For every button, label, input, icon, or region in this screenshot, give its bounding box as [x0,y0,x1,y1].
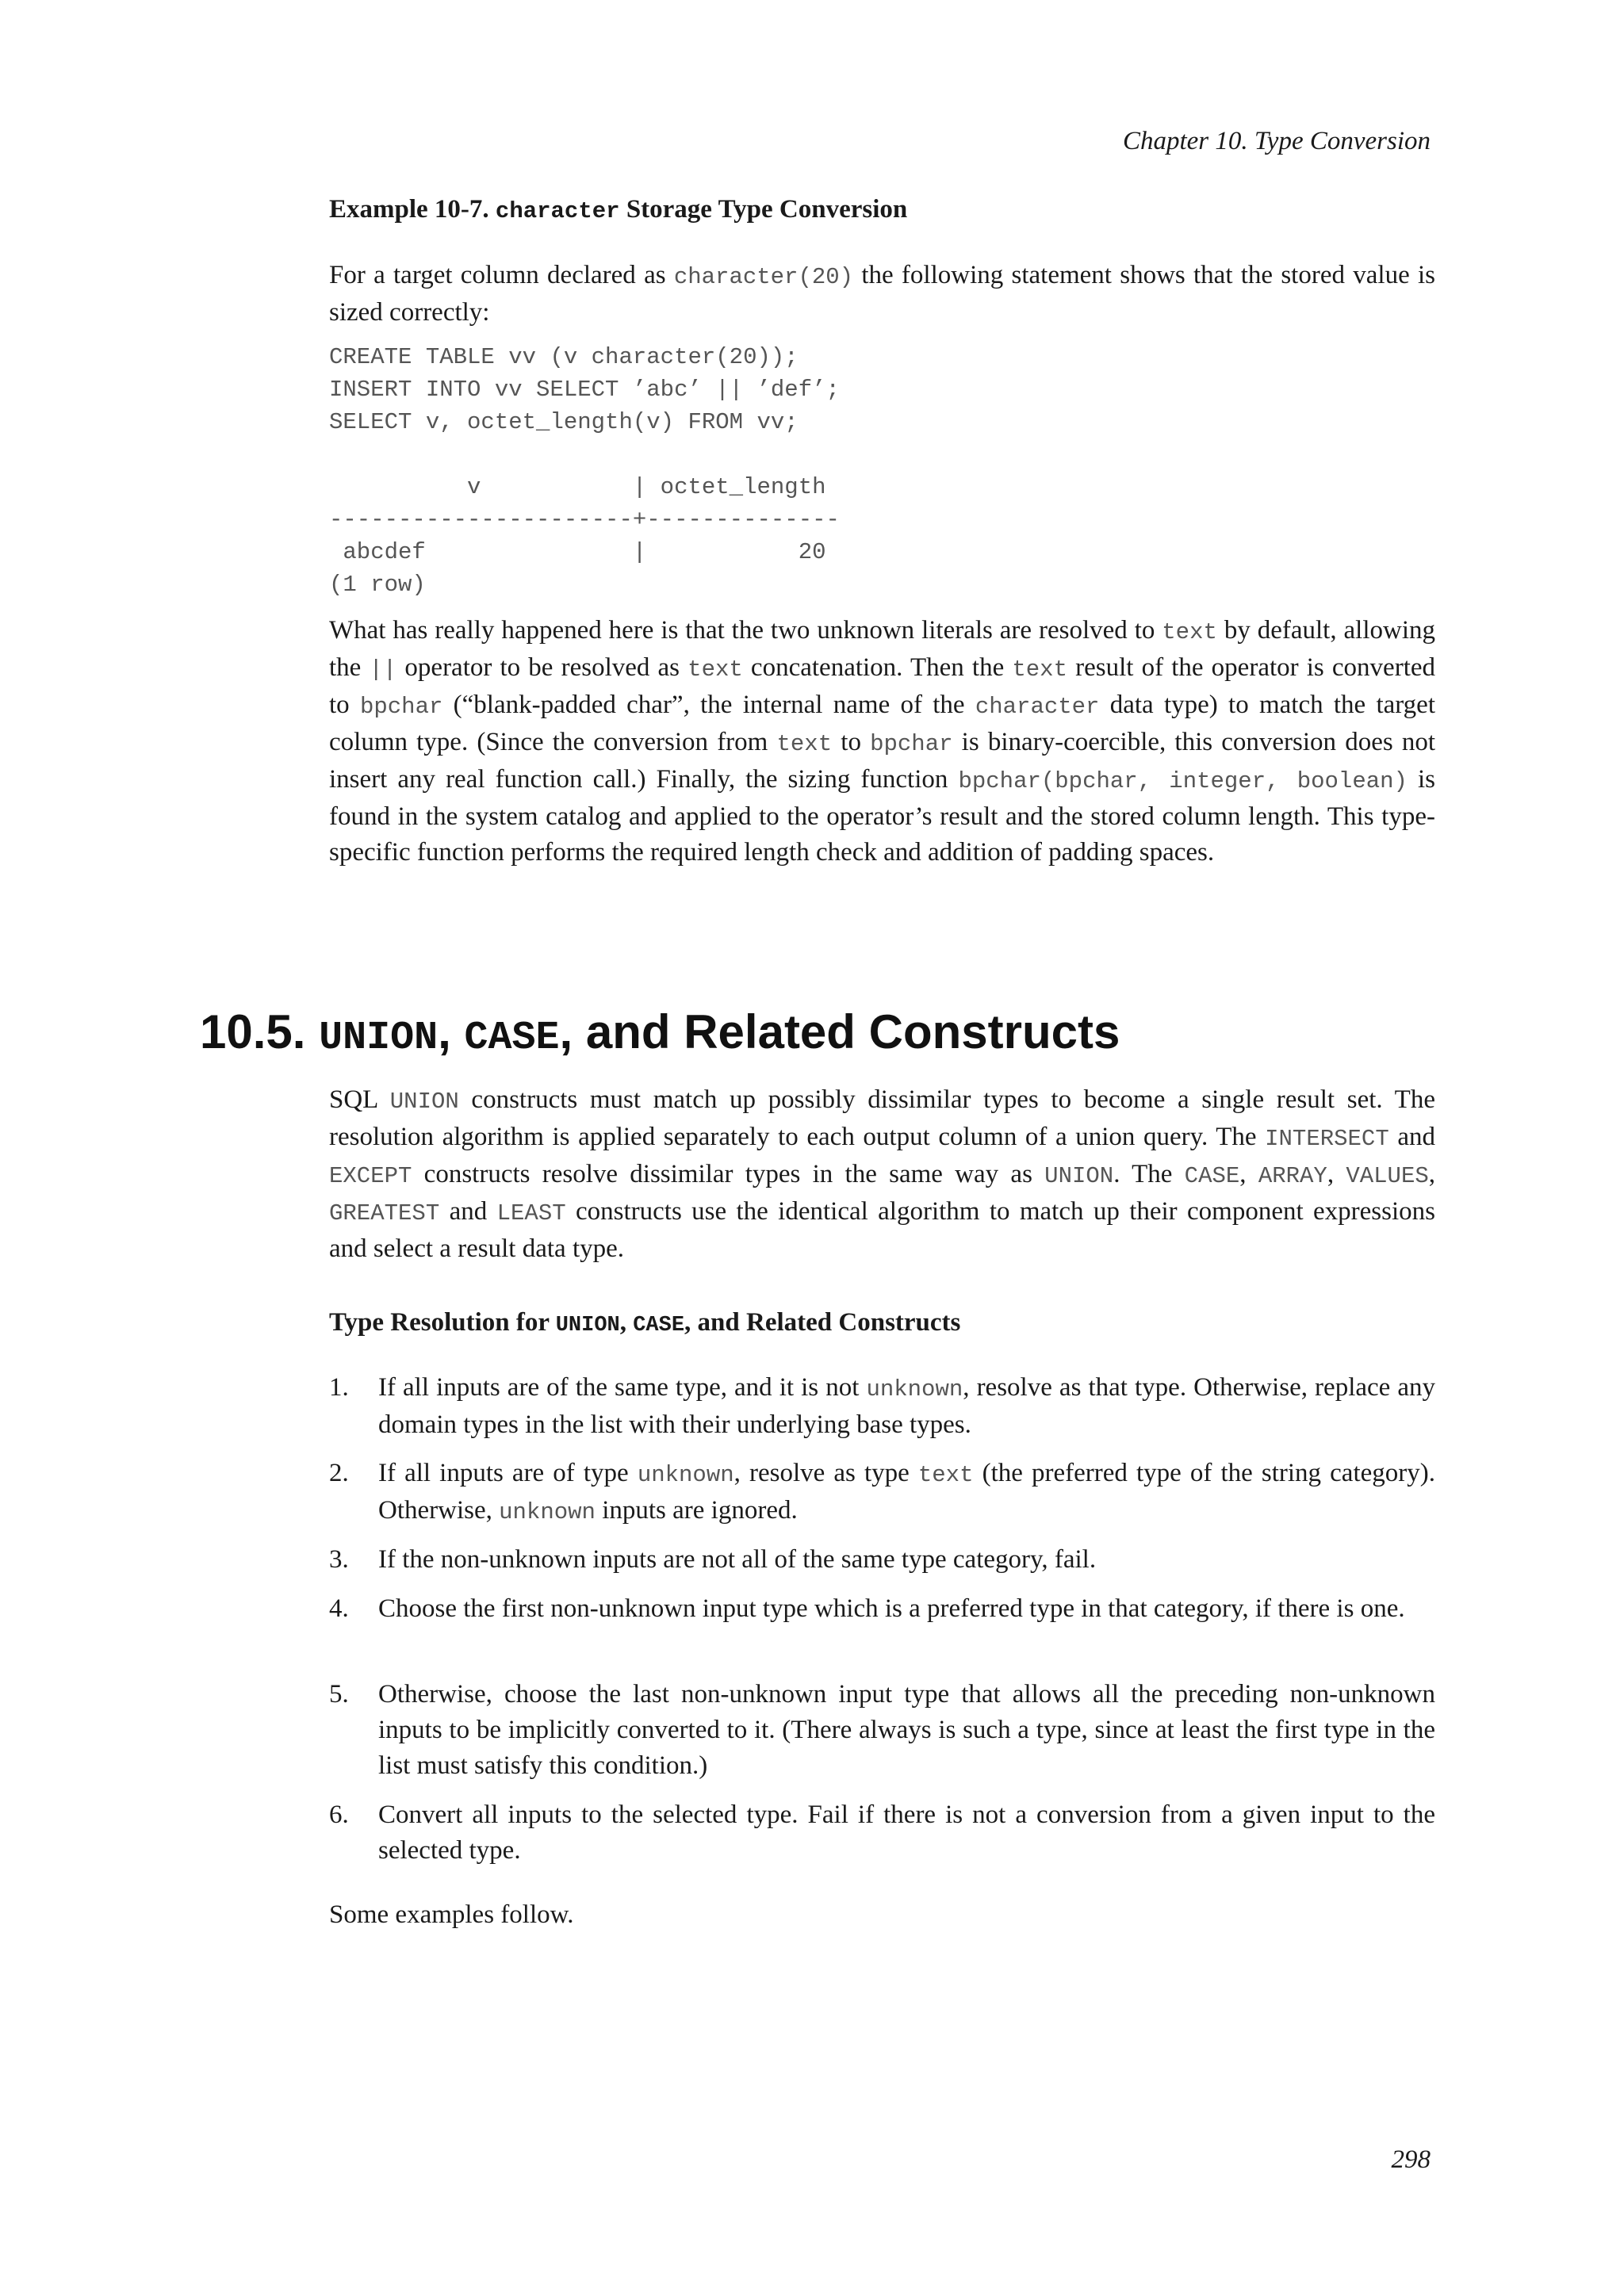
step-text [378,1456,1435,1530]
step-text: If the non-unknown inputs are not all of the same type category, fail. [378,1545,1097,1574]
step-item [329,1797,1435,1869]
inline-code: text [776,731,833,757]
step-text: Convert all inputs to the selected type. Fail if there is not a conversion from a given input to the selected type. [378,1800,1435,1865]
inline-code: UNION [1044,1163,1114,1189]
page-number: 298 [1391,2145,1431,2174]
text-run: constructs must match up possibly dissimilar types to become a single result set. The resolution algorithm is applied separately to each output column of a union query. The [329,1085,1435,1151]
closing-paragraph: Some examples follow. [329,1900,574,1929]
procedure-title [329,1308,960,1337]
step-number: 4. [329,1594,349,1623]
text-run: operator to be resolved as [396,653,688,682]
section-heading [200,1004,1120,1061]
heading-code: UNION [319,1016,439,1061]
text-run: If all inputs are of type [378,1459,638,1487]
text-run: What has really happened here is that the two unknown literals are resolved to [329,616,1162,645]
procedure-title-separator: , [619,1308,634,1337]
inline-code: character(20) [673,264,854,290]
text-run: result of the operator is converted to [329,653,1436,719]
text-run: and [1388,1123,1435,1151]
heading-separator: , [438,1005,465,1058]
step-number: 5. [329,1680,349,1709]
step-item [329,1456,1435,1530]
text-run: to [832,728,871,756]
inline-code: EXCEPT [329,1163,412,1189]
step-number: 1. [329,1373,349,1402]
inline-code: text [688,656,743,683]
step-item [329,1542,1435,1578]
text-run: inputs are ignored. [595,1496,798,1525]
text-run: constructs use the identical algorithm to match up their component expressions and select a result data type. [329,1197,1435,1263]
inline-code: bpchar [359,694,443,720]
step-item [329,1591,1435,1627]
section-intro-paragraph [329,1082,1435,1267]
text-run: by default, allowing the [329,616,1436,682]
step-text: Otherwise, choose the last non-unknown input type that allows all the preceding non-unknown inputs to be implicitly converted to it. (There always is such a type, since at least the first type in the list must satisfy this condition.) [378,1680,1435,1780]
step-item [329,1677,1435,1784]
step-text: Choose the first non-unknown input type which is a preferred type in that category, if there is one. [378,1594,1405,1623]
inline-code: INTERSECT [1265,1126,1389,1152]
section-number: 10.5. [200,1005,320,1058]
example-intro-paragraph [329,258,1435,331]
heading-code: CASE [464,1016,560,1061]
example-title-suffix: Storage Type Conversion [619,195,908,224]
running-header: Chapter 10. Type Conversion [1122,127,1431,155]
text-run: constructs resolve dissimilar types in the same way as [412,1160,1045,1188]
text-run: , [1327,1160,1346,1188]
example-title [329,195,907,224]
procedure-title-prefix: Type Resolution for [329,1308,556,1337]
procedure-title-suffix: , and Related Constructs [684,1308,961,1337]
inline-code: character [975,694,1100,720]
text-run: and [439,1197,497,1226]
sql-code-block: CREATE TABLE vv (v character(20)); INSERT INTO vv SELECT ’abc’ || ’def’; SELECT v, octet_length(v) FROM vv; v | octet_length ----------------------+-------------- abcdef | 20 (1 row) [329,344,840,598]
inline-code: VALUES [1346,1163,1429,1189]
text-run: (the preferred type of the string category). Otherwise, [378,1459,1435,1525]
inline-code: ARRAY [1258,1163,1327,1189]
text-run: , [1428,1160,1436,1188]
text-run: If all inputs are of the same type, and it is not [378,1373,867,1402]
text-run: , [1239,1160,1258,1188]
text-run: . The [1113,1160,1185,1188]
text-run: is found in the system catalog and applied to the operator’s result and the stored column length. This type-specific function performs the required length check and addition of padding spaces. [329,765,1436,867]
inline-code: LEAST [496,1200,566,1226]
heading-text: , and Related Constructs [559,1005,1120,1058]
inline-code: text [1162,619,1217,645]
inline-code: unknown [637,1462,734,1488]
inline-code: bpchar [870,731,953,757]
text-run: the following statement shows that the stored value is sized correctly: [329,261,1435,327]
inline-code: unknown [866,1376,963,1402]
inline-code: text [1012,656,1067,683]
step-number: 6. [329,1800,349,1829]
step-text [378,1370,1435,1443]
text-run: (“blank-padded char”, the internal name of the [442,691,975,719]
text-run: data type) to match the target column type. (Since the conversion from [329,691,1435,756]
inline-code: text [917,1462,974,1488]
step-number: 3. [329,1545,349,1574]
step-number: 2. [329,1459,349,1487]
procedure-title-code: CASE [633,1314,685,1337]
inline-code: || [369,656,397,683]
text-run: , resolve as that type. Otherwise, replace any domain types in the list with their underlying base types. [378,1373,1436,1439]
example-title-prefix: Example 10-7. [329,195,496,224]
explanation-paragraph [329,613,1435,871]
text-run: SQL [329,1085,390,1114]
text-run: For a target column declared as [329,261,674,289]
text-run: concatenation. Then the [742,653,1013,682]
inline-code: GREATEST [329,1200,440,1226]
inline-code: bpchar(bpchar, integer, boolean) [958,768,1408,794]
step-item [329,1370,1435,1443]
inline-code: UNION [389,1089,459,1115]
text-run: , resolve as type [733,1459,918,1487]
text-run: is binary-coercible, this conversion does not insert any real function call.) Finally, the sizing function [329,728,1435,794]
inline-code: CASE [1184,1163,1240,1189]
procedure-title-code: UNION [555,1314,620,1337]
inline-code: unknown [499,1499,596,1525]
example-title-code: character [495,198,620,224]
